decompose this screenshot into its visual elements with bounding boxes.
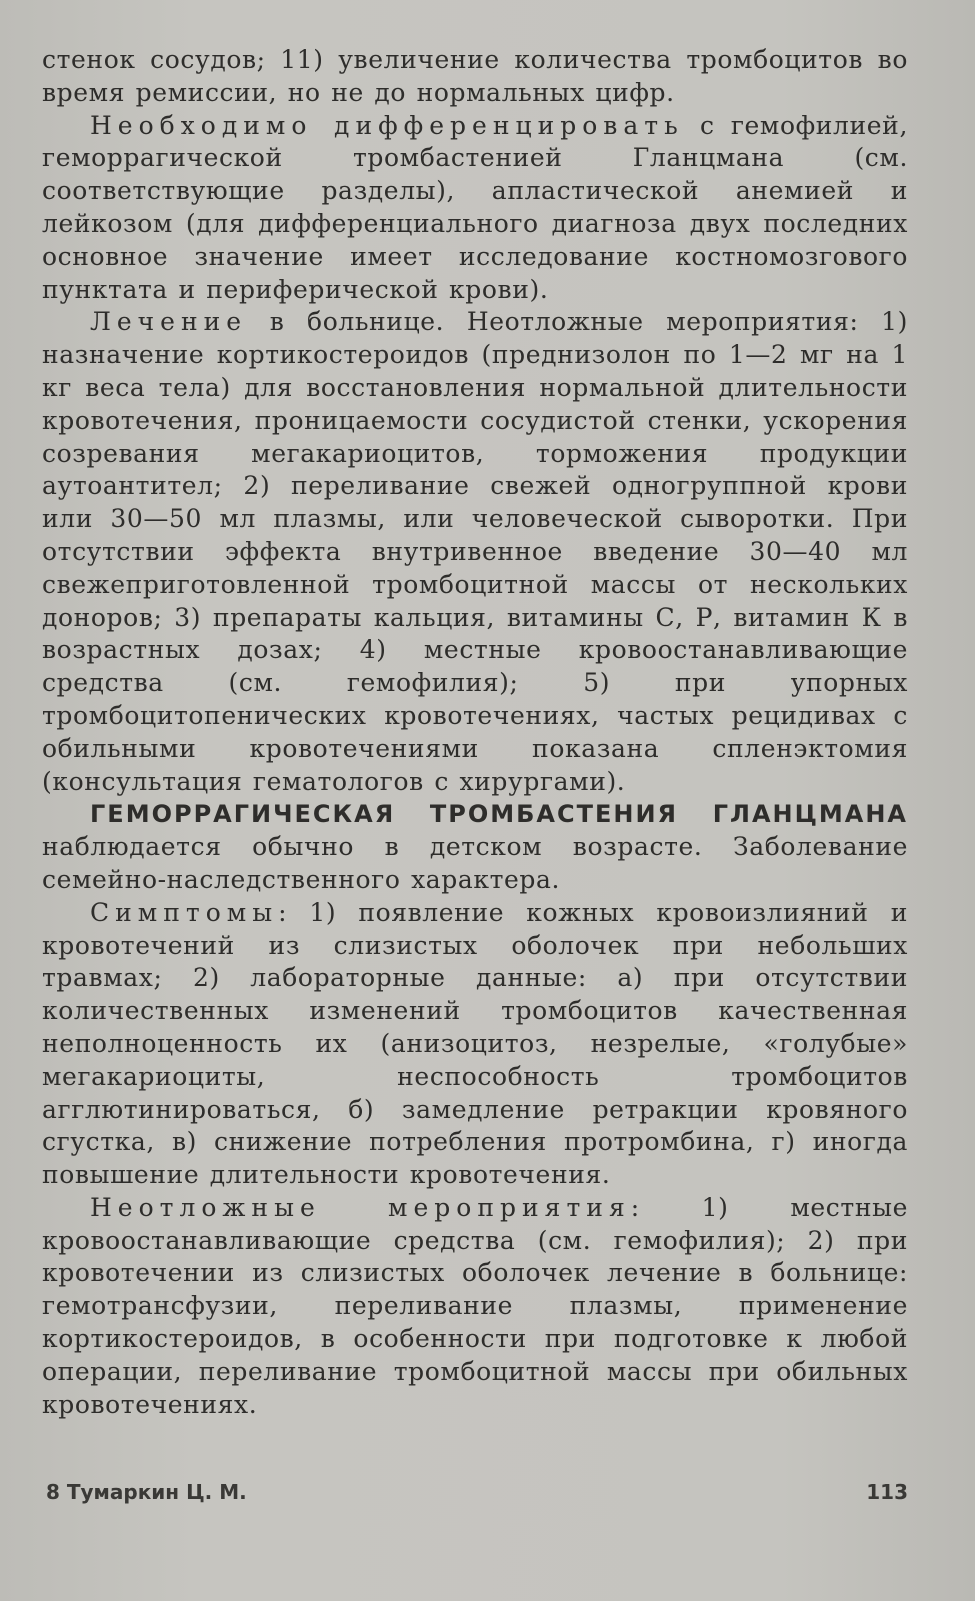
paragraph-continuation xyxy=(42,44,908,110)
body-text xyxy=(42,44,908,1421)
signature-mark: 8 Тумаркин Ц. М. xyxy=(46,1480,247,1504)
page-footer xyxy=(46,1480,908,1504)
spaced-lead: Симптомы xyxy=(90,897,279,927)
paragraph-text: наблюдается обычно в детском возрасте. Заболевание семейно-наследственного характера. xyxy=(42,832,908,894)
paragraph-text: с гемофилией, геморрагической тромбастенией Гланцмана (см. соответствующие разделы), апластической анемией и лейкозом (для дифференциального диагноза двух последних основное значение имеет исследование костномозгового пунктата и периферической крови). xyxy=(42,110,908,304)
paragraph-glanzmann xyxy=(42,798,908,896)
paragraph-emergency xyxy=(42,1192,908,1422)
section-heading: ГЕМОРРАГИЧЕСКАЯ ТРОМБАСТЕНИЯ ГЛАНЦМАНА xyxy=(90,800,908,829)
page-number: 113 xyxy=(866,1480,908,1504)
paragraph-treatment xyxy=(42,306,908,798)
paragraph-text: в больнице. Неотложные мероприятия: 1) назначение кортикостероидов (преднизолон по 1—2 мг на 1 кг веса тела) для восстановления нормальной длительности кровотечения, проницаемости сосудистой стенки, ускорения созревания мегакариоцитов, торможения продукции аутоантител; 2) переливание свежей одногруппной крови или 30—50 мл плазмы, или человеческой сыворотки. При отсутствии эффекта внутривенное введение 30—40 мл свежеприготовленной тромбоцитной массы от нескольких доноров; 3) препараты кальция, витамины С, Р, витамин К в возрастных дозах; 4) местные кровоостанавливающие средства (см. гемофилия); 5) при упорных тромбоцитопенических кровотечениях, частых рецидивах с обильными кровотечениями показана спленэктомия (консультация гематологов с хирургами). xyxy=(42,307,908,796)
spaced-lead: Необходимо дифференцировать xyxy=(90,110,684,140)
spaced-lead: Неотложные мероприятия xyxy=(90,1192,631,1222)
paragraph-symptoms xyxy=(42,897,908,1192)
paragraph-differential xyxy=(42,110,908,307)
paragraph-text: : 1) появление кожных кровоизлияний и кровотечений из слизистых оболочек при небольших травмах; 2) лабораторные данные: а) при отсутствии количественных изменений тромбоцитов качественная неполноценность их (анизоцитоз, незрелые, «голубые» мегакариоциты, неспособность тромбоцитов агглютинироваться, б) замедление ретракции кровяного сгустка, в) снижение потребления протромбина, г) иногда повышение длительности кровотечения. xyxy=(42,897,908,1190)
paragraph-text: : 1) местные кровоостанавливающие средства (см. гемофилия); 2) при кровотечении из слизистых оболочек лечение в больнице: гемотрансфузии, переливание плазмы, применение кортикостероидов, в особенности при подготовке к любой операции, переливание тромбоцитной массы при обильных кровотечениях. xyxy=(42,1192,908,1419)
paragraph-text: стенок сосудов; 11) увеличение количества тромбоцитов во время ремиссии, но не до нормальных цифр. xyxy=(42,45,908,107)
spaced-lead: Лечение xyxy=(90,307,248,337)
